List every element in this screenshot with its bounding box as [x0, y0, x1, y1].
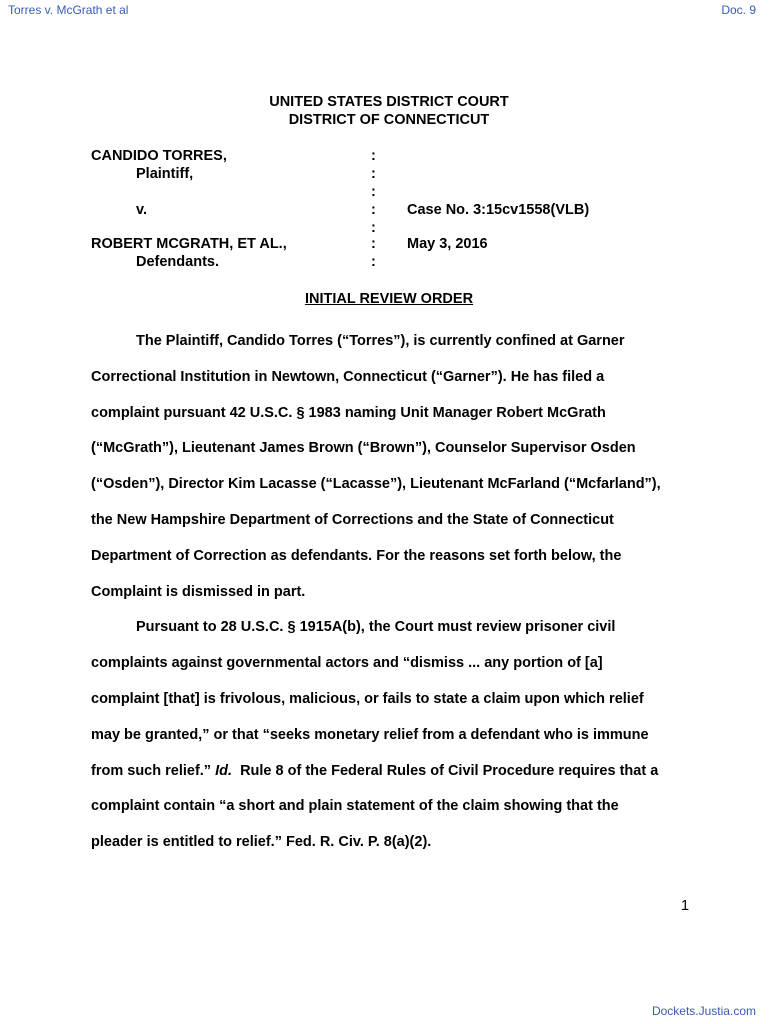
body-line: Department of Correction as defendants. For the reasons set forth below, the [91, 547, 622, 564]
body-line: complaint pursuant 42 U.S.C. § 1983 naming Unit Manager Robert McGrath [91, 404, 606, 421]
plaintiff-role: Plaintiff, [136, 166, 194, 182]
body-line: Correctional Institution in Newtown, Connecticut (“Garner”). He has filed a [91, 368, 605, 385]
caption-colon: : [371, 236, 376, 252]
caption-colon: : [371, 166, 376, 182]
body-line [91, 754, 691, 790]
justia-link[interactable]: Dockets.Justia.com [651, 1004, 756, 1018]
body-line: (“McGrath”), Lieutenant James Brown (“Brown”), Counselor Supervisor Osden [91, 440, 636, 457]
order-title [0, 291, 770, 307]
caption-colon: : [371, 184, 376, 200]
citation-id: Id. [215, 762, 233, 779]
court-district: DISTRICT OF CONNECTICUT [288, 112, 490, 128]
case-caption [91, 148, 731, 274]
document-number-link[interactable]: Doc. 9 [721, 3, 756, 17]
body-line: may be granted,” or that “seeks monetary relief from a defendant who is immune [91, 726, 649, 743]
body-line: The Plaintiff, Candido Torres (“Torres”), is currently confined at Garner [136, 333, 625, 349]
caption-colon: : [371, 202, 376, 218]
versus: v. [136, 202, 148, 218]
body-text-segment: from such relief.” [91, 762, 216, 779]
body-line: pleader is entitled to relief.” Fed. R. Civ. P. 8(a)(2). [91, 834, 432, 851]
body-line: (“Osden”), Director Kim Lacasse (“Lacasse”), Lieutenant McFarland (“Mcfarland”), [91, 476, 661, 493]
court-heading [0, 93, 770, 129]
plaintiff-name: CANDIDO TORRES, [91, 148, 227, 164]
order-date: May 3, 2016 [407, 236, 488, 252]
caption-colon: : [371, 220, 376, 236]
order-title-text: INITIAL REVIEW ORDER [304, 291, 474, 307]
caption-colon: : [371, 254, 376, 270]
body-line: complaint [that] is frivolous, malicious, or fails to state a claim upon which relief [91, 690, 644, 707]
defendant-name: ROBERT MCGRATH, ET AL., [91, 236, 287, 252]
defendant-role: Defendants. [136, 254, 219, 270]
body-line: complaints against governmental actors and “dismiss ... any portion of [a] [91, 655, 603, 672]
body-line: the New Hampshire Department of Corrections and the State of Connecticut [91, 511, 614, 528]
body-line: Pursuant to 28 U.S.C. § 1915A(b), the Court must review prisoner civil [136, 619, 616, 636]
page-number: 1 [681, 898, 690, 914]
order-body [91, 324, 691, 861]
caption-colon: : [371, 148, 376, 164]
body-text-segment: Rule 8 of the Federal Rules of Civil Procedure requires that a [232, 762, 659, 779]
case-title-link[interactable]: Torres v. McGrath et al [8, 3, 129, 17]
body-line: complaint contain “a short and plain statement of the claim showing that the [91, 798, 619, 815]
body-line: Complaint is dismissed in part. [91, 583, 306, 600]
case-number: Case No. 3:15cv1558(VLB) [407, 202, 590, 218]
court-name: UNITED STATES DISTRICT COURT [269, 94, 509, 110]
